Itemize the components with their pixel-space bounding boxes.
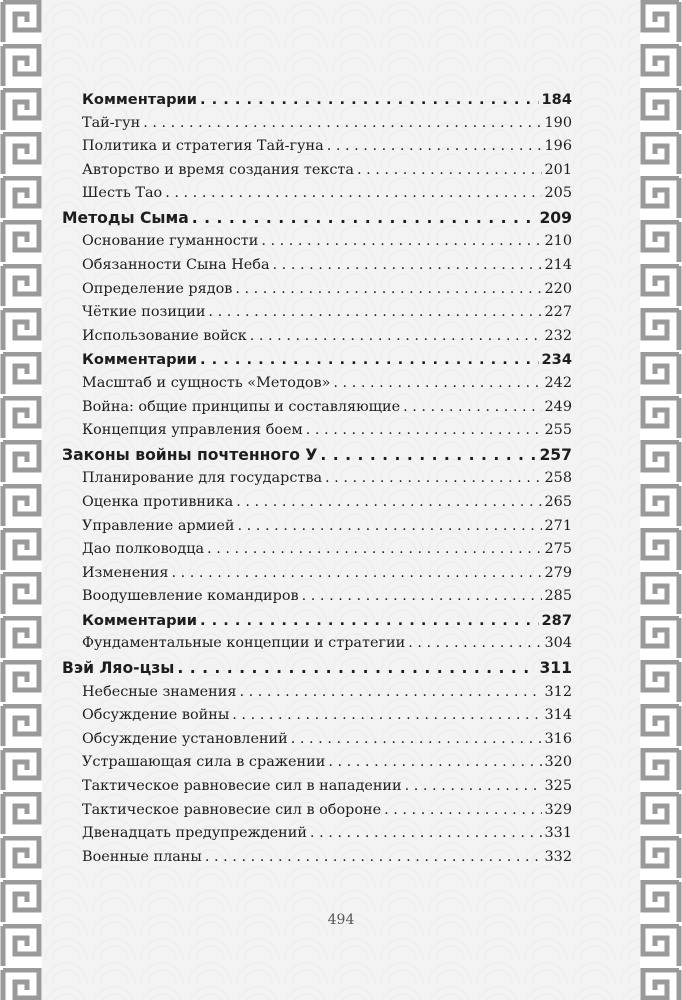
toc-entry bbox=[62, 609, 572, 633]
toc-entry bbox=[62, 515, 572, 539]
toc-entry-title: Основание гуманности bbox=[82, 233, 259, 250]
toc-entry-page: 329 bbox=[544, 801, 572, 818]
toc-entry bbox=[62, 419, 572, 443]
dot-leader bbox=[333, 372, 541, 396]
dot-leader bbox=[325, 467, 542, 491]
toc-entry-title: Масштаб и сущность «Методов» bbox=[82, 375, 331, 392]
toc-entry-title: Война: общие принципы и составляющие bbox=[82, 398, 401, 415]
toc-entry bbox=[62, 704, 572, 728]
toc-entry bbox=[62, 348, 572, 372]
toc-entry bbox=[62, 822, 572, 846]
toc-entry-page: 234 bbox=[541, 351, 572, 369]
dot-leader bbox=[327, 135, 542, 159]
toc-entry-page: 249 bbox=[544, 398, 572, 415]
toc-entry bbox=[62, 538, 572, 562]
toc-entry-page: 220 bbox=[544, 280, 572, 297]
toc-entry-page: 285 bbox=[544, 588, 572, 605]
toc-section-entry bbox=[62, 656, 572, 681]
toc-entry-title: Использование войск bbox=[82, 327, 247, 344]
toc-entry-page: 325 bbox=[544, 777, 572, 794]
toc-entry-page: 279 bbox=[544, 564, 572, 581]
toc-entry-page: 205 bbox=[544, 185, 572, 202]
toc-entry-title: Шесть Тао bbox=[82, 185, 163, 202]
toc-entry-title: Воодушевление командиров bbox=[82, 588, 299, 605]
toc-entry-title: Дао полководца bbox=[82, 541, 205, 558]
toc-entry-title: Определение рядов bbox=[82, 280, 233, 297]
toc-entry-title: Комментарии bbox=[82, 611, 197, 629]
toc-entry bbox=[62, 135, 572, 159]
toc-entry bbox=[62, 562, 572, 586]
toc-entry bbox=[62, 325, 572, 349]
toc-entry-page: 258 bbox=[544, 470, 572, 487]
dot-leader bbox=[310, 822, 542, 846]
toc-entry-title: Планирование для государства bbox=[82, 470, 323, 487]
toc-entry-page: 316 bbox=[544, 730, 572, 747]
dot-leader bbox=[302, 585, 542, 609]
dot-leader bbox=[236, 491, 541, 515]
toc-entry bbox=[62, 182, 572, 206]
dot-leader bbox=[177, 656, 536, 681]
toc-entry-page: 190 bbox=[544, 114, 572, 131]
dot-leader bbox=[165, 182, 541, 206]
dot-leader bbox=[273, 254, 542, 278]
toc-entry-page: 331 bbox=[544, 825, 572, 842]
table-of-contents bbox=[62, 88, 572, 869]
toc-entry-page: 201 bbox=[544, 161, 572, 178]
toc-entry bbox=[62, 88, 572, 112]
toc-entry-title: Комментарии bbox=[82, 351, 197, 369]
dot-leader bbox=[192, 206, 537, 231]
dot-leader bbox=[306, 419, 542, 443]
left-meander-border bbox=[0, 0, 42, 1000]
toc-entry-title: Комментарии bbox=[82, 91, 197, 108]
toc-entry-title: Законы войны почтенного У bbox=[62, 445, 318, 464]
toc-entry bbox=[62, 372, 572, 396]
toc-section-entry bbox=[62, 206, 572, 231]
toc-entry-title: Тактическое равновесие сил в обороне bbox=[82, 801, 382, 818]
toc-entry-title: Двенадцать предупреждений bbox=[82, 825, 307, 842]
toc-entry-page: 184 bbox=[541, 91, 572, 108]
dot-leader bbox=[408, 632, 541, 656]
toc-entry-title: Фундаментальные концепции и стратегии bbox=[82, 635, 406, 652]
toc-entry bbox=[62, 585, 572, 609]
dot-leader bbox=[328, 751, 541, 775]
dot-leader bbox=[239, 681, 541, 705]
toc-entry-title: Обсуждение войны bbox=[82, 707, 230, 724]
toc-entry-page: 304 bbox=[544, 635, 572, 652]
toc-entry bbox=[62, 799, 572, 823]
toc-entry-page: 242 bbox=[544, 375, 572, 392]
toc-entry-title: Обсуждение установлений bbox=[82, 730, 288, 747]
toc-entry-title: Оценка противника bbox=[82, 493, 234, 510]
toc-entry-title: Управление армией bbox=[82, 517, 235, 534]
toc-section-entry bbox=[62, 443, 572, 468]
dot-leader bbox=[171, 562, 541, 586]
toc-entry bbox=[62, 254, 572, 278]
toc-entry-page: 271 bbox=[544, 517, 572, 534]
meander-pattern-icon bbox=[640, 0, 682, 1000]
page-number: 494 bbox=[327, 912, 355, 928]
toc-entry-page: 210 bbox=[544, 233, 572, 250]
toc-entry bbox=[62, 467, 572, 491]
dot-leader bbox=[405, 775, 542, 799]
dot-leader bbox=[238, 515, 542, 539]
toc-entry-page: 312 bbox=[544, 683, 572, 700]
dot-leader bbox=[232, 704, 541, 728]
right-meander-border bbox=[640, 0, 682, 1000]
dot-leader bbox=[205, 846, 542, 870]
dot-leader bbox=[200, 609, 539, 633]
toc-entry bbox=[62, 159, 572, 183]
toc-entry bbox=[62, 112, 572, 136]
dot-leader bbox=[320, 443, 536, 468]
toc-entry bbox=[62, 728, 572, 752]
toc-entry-page: 255 bbox=[544, 422, 572, 439]
dot-leader bbox=[261, 230, 541, 254]
toc-entry bbox=[62, 632, 572, 656]
toc-entry-title: Тактическое равновесие сил в нападении bbox=[82, 777, 402, 794]
toc-entry-page: 196 bbox=[544, 138, 572, 155]
toc-entry-title: Политика и стратегия Тай-гуна bbox=[82, 138, 324, 155]
toc-entry-title: Методы Сыма bbox=[62, 208, 189, 227]
toc-entry-page: 320 bbox=[544, 754, 572, 771]
toc-entry bbox=[62, 751, 572, 775]
toc-entry-page: 227 bbox=[544, 304, 572, 321]
dot-leader bbox=[291, 728, 542, 752]
toc-entry-page: 214 bbox=[544, 257, 572, 274]
toc-entry-title: Концепция управления боем bbox=[82, 422, 303, 439]
toc-entry bbox=[62, 278, 572, 302]
toc-entry-page: 209 bbox=[539, 208, 572, 227]
toc-entry bbox=[62, 230, 572, 254]
toc-entry-title: Тай-гун bbox=[82, 114, 141, 131]
dot-leader bbox=[250, 325, 542, 349]
toc-entry bbox=[62, 301, 572, 325]
toc-entry-title: Чёткие позиции bbox=[82, 304, 206, 321]
toc-entry-title: Изменения bbox=[82, 564, 169, 581]
toc-entry-page: 257 bbox=[539, 445, 572, 464]
toc-entry-title: Военные планы bbox=[82, 848, 202, 865]
dot-leader bbox=[200, 88, 539, 112]
toc-entry-page: 314 bbox=[544, 707, 572, 724]
toc-entry-page: 265 bbox=[544, 493, 572, 510]
toc-entry bbox=[62, 491, 572, 515]
meander-pattern-icon bbox=[0, 0, 42, 1000]
toc-entry-title: Вэй Ляо-цзы bbox=[62, 659, 175, 678]
toc-entry bbox=[62, 846, 572, 870]
dot-leader bbox=[200, 348, 539, 372]
dot-leader bbox=[143, 112, 541, 136]
toc-entry-title: Обязанности Сына Неба bbox=[82, 257, 270, 274]
toc-entry-title: Небесные знамения bbox=[82, 683, 237, 700]
toc-entry-title: Устрашающая сила в сражении bbox=[82, 754, 326, 771]
toc-entry-title: Авторство и время создания текста bbox=[82, 161, 354, 178]
dot-leader bbox=[403, 396, 541, 420]
toc-entry-page: 311 bbox=[539, 659, 572, 678]
dot-leader bbox=[235, 278, 541, 302]
dot-leader bbox=[208, 301, 541, 325]
toc-entry bbox=[62, 396, 572, 420]
dot-leader bbox=[384, 799, 541, 823]
toc-entry-page: 275 bbox=[544, 541, 572, 558]
dot-leader bbox=[357, 159, 542, 183]
toc-entry bbox=[62, 775, 572, 799]
dot-leader bbox=[207, 538, 541, 562]
toc-entry-page: 232 bbox=[544, 327, 572, 344]
toc-entry-page: 332 bbox=[544, 848, 572, 865]
toc-entry-page: 287 bbox=[541, 611, 572, 629]
toc-entry bbox=[62, 681, 572, 705]
